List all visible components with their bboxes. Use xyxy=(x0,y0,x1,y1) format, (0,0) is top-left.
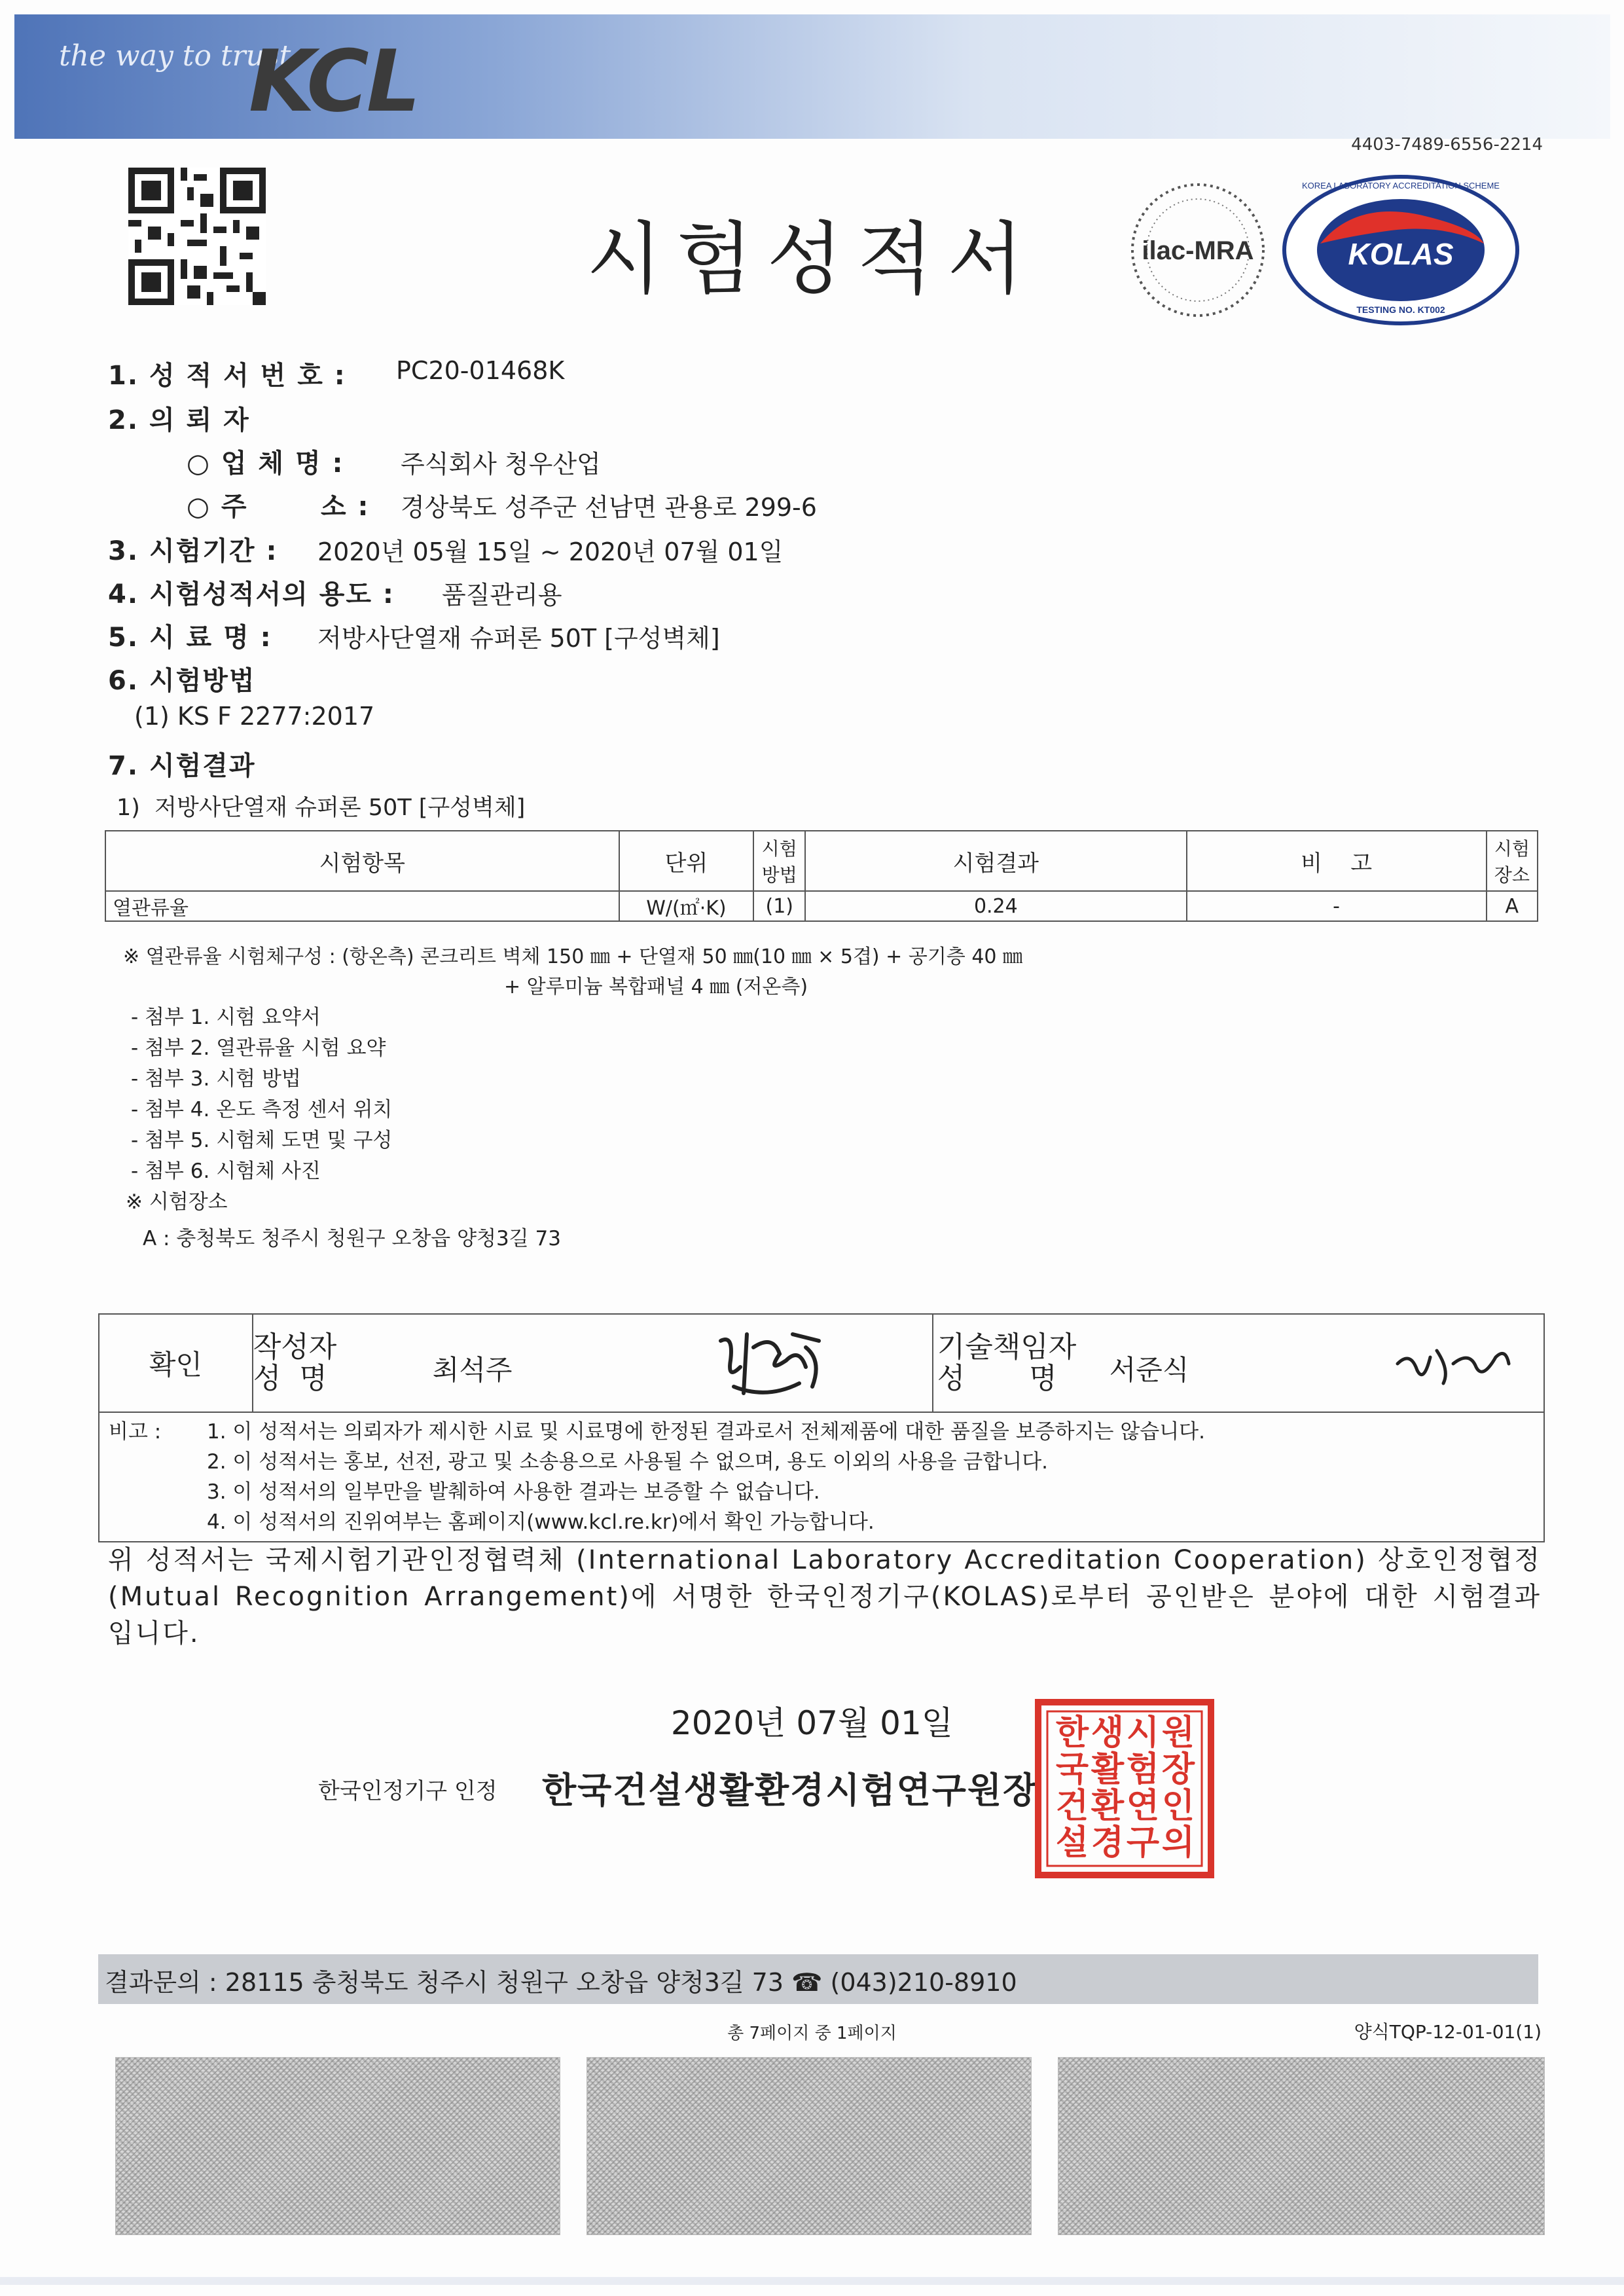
signature-row xyxy=(99,1314,1544,1412)
seal-glyph: 원 xyxy=(1161,1713,1195,1753)
issue-date: 2020년 07월 01일 xyxy=(670,1704,954,1742)
remark-item: 1. 이 성적서는 의뢰자가 제시한 시료 및 시료명에 한정된 결과로서 전체제품에 대한 품질을 보증하지는 않습니다. xyxy=(207,1420,1205,1444)
signature-table xyxy=(98,1313,1545,1542)
header-test-result: 시험결과 xyxy=(805,831,1186,891)
cell-site: A xyxy=(1487,891,1538,921)
seal-glyph: 험 xyxy=(1126,1749,1160,1789)
seal-glyph: 환 xyxy=(1091,1786,1125,1826)
test-site-value: A : 충청북도 청주시 청원구 오창읍 양청3길 73 xyxy=(143,1227,561,1250)
seal-glyph: 한 xyxy=(1055,1713,1089,1753)
table-row xyxy=(105,891,1538,921)
institution-name: 한국건설생활환경시험연구원장 xyxy=(542,1770,1039,1811)
tech-signature-icon xyxy=(1391,1331,1515,1396)
field-test-period-value: 2020년 05월 15일 ~ 2020년 07월 01일 xyxy=(317,538,784,566)
results-table xyxy=(105,830,1538,922)
seal-glyph: 인 xyxy=(1161,1786,1195,1826)
confirm-label: 확인 xyxy=(99,1314,253,1412)
tech-cell xyxy=(1083,1314,1544,1412)
seal-glyph: 연 xyxy=(1126,1786,1160,1826)
field-sample-value: 저방사단열재 슈퍼론 50T [구성벽체] xyxy=(317,624,720,653)
seal-glyph: 활 xyxy=(1091,1749,1125,1789)
table-note-line-1: ※ 열관류율 시험체구성 : (항온측) 콘크리트 벽체 150 ㎜ + 단열재 50 ㎜(10 ㎜ × 5겹) + 공기층 40 ㎜ xyxy=(123,945,1023,968)
seal-glyph: 장 xyxy=(1161,1749,1195,1789)
writer-label xyxy=(253,1314,341,1412)
ilac-text: ilac-MRA xyxy=(1142,236,1254,265)
accreditation-statement: 위 성적서는 국제시험기관인정협력체 (International Laboratory Accreditation Cooperation) 상호인정협정 (Mutual Recognition Arrangement)에 서명한 한국인정기구(KOLAS)로부터 공인받은 분야에 대한 시험결과입니다. xyxy=(108,1545,1542,1649)
attachment-item: - 첨부 5. 시험체 도면 및 구성 xyxy=(131,1129,393,1152)
test-site-label: ※ 시험장소 xyxy=(126,1190,228,1214)
seal-glyph: 설 xyxy=(1055,1823,1089,1863)
seal-glyph: 시 xyxy=(1126,1713,1160,1753)
form-code: 양식TQP-12-01-01(1) xyxy=(1354,2021,1542,2043)
kolas-text: KOLAS xyxy=(1348,237,1454,271)
table-note-line-2: + 알루미늄 복합패널 4 ㎜ (저온측) xyxy=(504,975,808,998)
ilac-mra-logo-icon xyxy=(1119,172,1276,329)
field-result-sub: 1) 저방사단열재 슈퍼론 50T [구성벽체] xyxy=(117,795,526,821)
attachment-item: - 첨부 3. 시험 방법 xyxy=(131,1067,301,1091)
writer-signature-icon xyxy=(708,1321,839,1406)
contact-info: 결과문의 : 28115 충청북도 청주시 청원구 오창읍 양청3길 73 ☎ (043)210-8910 xyxy=(105,1968,1017,1997)
contact-bar xyxy=(98,1954,1538,2004)
field-address-label: ○ 주 소 : xyxy=(187,492,370,522)
security-pattern-1 xyxy=(115,2057,560,2235)
remark-item: 3. 이 성적서의 일부만을 발췌하여 사용한 결과는 보증할 수 없습니다. xyxy=(207,1480,820,1504)
seal-glyph: 건 xyxy=(1055,1786,1089,1826)
official-seal-icon xyxy=(1033,1697,1216,1880)
document-number: 4403-7489-6556-2214 xyxy=(1351,135,1543,155)
cell-remarks: - xyxy=(1187,891,1487,921)
field-method-value: (1) KS F 2277:2017 xyxy=(134,702,375,731)
page-title: 시험성적서 xyxy=(586,214,1038,305)
field-address-value: 경상북도 성주군 선남면 관용로 299-6 xyxy=(401,493,817,522)
field-report-number-value: PC20-01468K xyxy=(396,356,565,385)
security-pattern-3 xyxy=(1058,2057,1545,2235)
kcl-logo: KCL xyxy=(249,31,418,131)
attachment-item: - 첨부 2. 열관류율 시험 요약 xyxy=(131,1036,386,1060)
header-test-item: 시험항목 xyxy=(105,831,619,891)
attachment-item: - 첨부 4. 온도 측정 센서 위치 xyxy=(131,1098,393,1121)
remarks-cell xyxy=(99,1412,1544,1542)
field-report-number-label: 1. 성 적 서 번 호 : xyxy=(108,361,346,391)
tech-label xyxy=(933,1314,1083,1412)
cell-test-item: 열관류율 xyxy=(105,891,619,921)
writer-cell xyxy=(341,1314,933,1412)
writer-label-1: 작성자 xyxy=(253,1330,337,1364)
seal-glyph: 국 xyxy=(1055,1749,1089,1789)
cell-method: (1) xyxy=(753,891,805,921)
field-company-value: 주식회사 청우산업 xyxy=(401,450,601,479)
remarks-row xyxy=(99,1412,1544,1542)
header-test-method: 시험 방법 xyxy=(753,831,805,891)
remark-item: 2. 이 성적서는 홍보, 선전, 광고 및 소송용으로 사용될 수 없으며, 용도 이외의 사용을 금합니다. xyxy=(207,1450,1049,1474)
kolas-ring-text: KOREA LABORATORY ACCREDITATION SCHEME xyxy=(1302,181,1500,191)
field-test-period-label: 3. 시험기간 : xyxy=(108,536,278,566)
remarks-label: 비고 : xyxy=(109,1420,162,1444)
header-test-site: 시험 장소 xyxy=(1487,831,1538,891)
field-purpose-value: 품질관리용 xyxy=(442,581,562,610)
writer-label-2: 성 명 xyxy=(253,1362,327,1395)
field-company-label: ○ 업 체 명 : xyxy=(187,448,344,479)
kolas-testing-no: TESTING NO. KT002 xyxy=(1356,304,1445,315)
field-method-label: 6. 시험방법 xyxy=(108,666,256,696)
writer-name: 최석주 xyxy=(432,1354,513,1386)
tech-label-1: 기술책임자 xyxy=(937,1330,1077,1364)
cell-result: 0.24 xyxy=(805,891,1186,921)
institution-prefix: 한국인정기구 인정 xyxy=(318,1778,497,1804)
field-purpose-label: 4. 시험성적서의 용도 : xyxy=(108,579,395,610)
page-info: 총 7페이지 중 1페이지 xyxy=(727,2024,897,2043)
field-result-label: 7. 시험결과 xyxy=(108,751,256,781)
seal-glyph: 의 xyxy=(1161,1823,1195,1863)
seal-glyph: 구 xyxy=(1126,1823,1160,1863)
header-remarks: 비 고 xyxy=(1187,831,1487,891)
brand-tagline: the way to trust xyxy=(59,39,291,73)
attachment-item: - 첨부 1. 시험 요약서 xyxy=(131,1006,321,1029)
security-pattern-2 xyxy=(586,2057,1032,2235)
tech-name: 서준식 xyxy=(1109,1354,1189,1386)
seal-glyph: 경 xyxy=(1091,1823,1125,1863)
cell-unit: W/(㎡·K) xyxy=(619,891,754,921)
bottom-strip xyxy=(0,2277,1624,2285)
remark-item: 4. 이 성적서의 진위여부는 홈페이지(www.kcl.re.kr)에서 확인 가능합니다. xyxy=(207,1510,875,1534)
results-header-row xyxy=(105,831,1538,891)
attachment-item: - 첨부 6. 시험체 사진 xyxy=(131,1159,321,1183)
field-sample-label: 5. 시 료 명 : xyxy=(108,623,272,653)
kolas-logo-icon xyxy=(1280,172,1522,329)
field-client-label: 2. 의 뢰 자 xyxy=(108,405,250,435)
tech-label-2: 성 명 xyxy=(937,1362,1057,1395)
seal-glyph: 생 xyxy=(1091,1713,1125,1753)
header-unit: 단위 xyxy=(619,831,754,891)
